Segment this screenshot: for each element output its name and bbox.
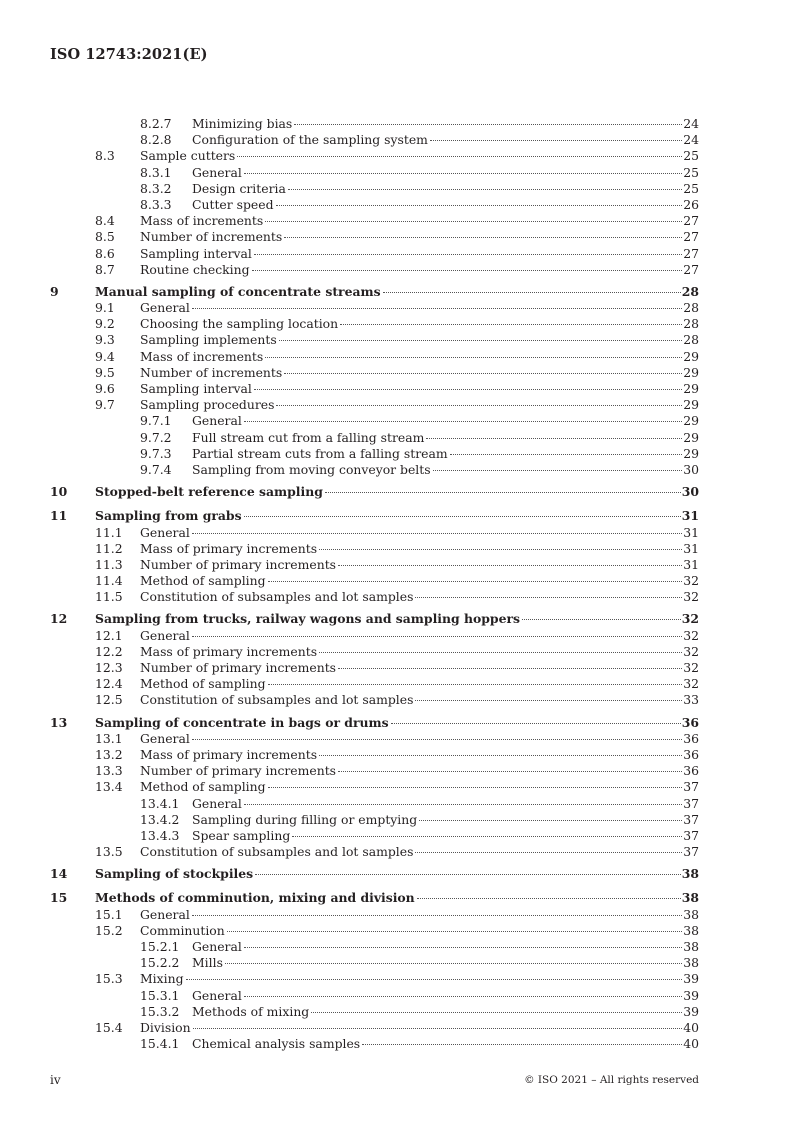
toc-leader-dots: [522, 618, 681, 620]
toc-entry-title: Mass of primary increments: [140, 643, 318, 659]
table-of-contents: [50, 116, 699, 1052]
toc-entry[interactable]: [50, 148, 699, 164]
toc-leader-dots: [192, 738, 682, 740]
toc-entry-number: 9.6: [95, 381, 115, 396]
toc-entry-title: Sampling interval: [140, 381, 252, 396]
toc-entry-number: 9.4: [95, 348, 115, 364]
toc-entry-number: 8.2.8: [140, 132, 172, 148]
toc-leader-dots: [415, 699, 682, 701]
toc-entry[interactable]: [50, 430, 699, 446]
toc-entry-title: Constitution of subsamples and lot samples: [140, 589, 414, 605]
toc-entry[interactable]: [50, 890, 699, 906]
toc-entry-number: 13.5: [95, 844, 123, 860]
toc-entry-page: 39: [683, 987, 699, 1003]
toc-entry-number: 11.1: [95, 524, 123, 540]
toc-entry-title: Method of sampling: [140, 676, 266, 692]
toc-entry-page: 36: [683, 730, 699, 746]
toc-entry-page: 37: [683, 795, 699, 811]
toc-leader-dots: [227, 930, 682, 932]
toc-entry[interactable]: [50, 397, 699, 413]
toc-entry-page: 36: [683, 763, 699, 779]
toc-entry-page: 27: [683, 261, 699, 277]
toc-leader-dots: [192, 307, 682, 309]
toc-entry-page: 38: [683, 939, 699, 954]
toc-entry-title: Constitution of subsamples and lot samples: [140, 844, 414, 860]
toc-entry-page: 40: [683, 1036, 699, 1052]
toc-entry[interactable]: [50, 644, 699, 660]
toc-entry-number: 13.4.2: [140, 811, 180, 827]
toc-entry-number: 12: [50, 611, 68, 627]
toc-entry-page: 27: [683, 213, 699, 229]
toc-entry-number: 8.2.7: [140, 116, 172, 131]
toc-leader-dots: [417, 897, 681, 899]
toc-entry-title: Spear sampling: [192, 827, 291, 843]
toc-entry-number: 9.1: [95, 300, 115, 316]
toc-entry-title: Mixing: [140, 971, 184, 987]
toc-entry-page: 38: [681, 866, 699, 882]
toc-entry-page: 37: [683, 811, 699, 827]
toc-entry-page: 36: [683, 746, 699, 762]
toc-leader-dots: [276, 404, 682, 406]
toc-entry[interactable]: [50, 332, 699, 348]
toc-leader-dots: [433, 469, 683, 471]
toc-leader-dots: [362, 1043, 682, 1045]
toc-entry-page: 31: [683, 540, 699, 556]
toc-entry[interactable]: [50, 779, 699, 795]
toc-entry-title: General: [140, 300, 190, 316]
toc-entry-number: 9.3: [95, 332, 115, 348]
toc-entry-title: Stopped-belt reference sampling: [95, 484, 323, 500]
toc-entry[interactable]: [50, 541, 699, 557]
toc-leader-dots: [338, 564, 682, 566]
toc-leader-dots: [338, 770, 682, 772]
toc-entry[interactable]: [50, 1004, 699, 1020]
toc-leader-dots: [192, 635, 682, 637]
toc-entry-title: Mass of primary increments: [140, 540, 318, 556]
toc-entry-page: 25: [683, 180, 699, 196]
toc-entry[interactable]: [50, 462, 699, 478]
toc-entry-title: General: [140, 524, 190, 540]
toc-entry-title: Sampling during filling or emptying: [192, 811, 418, 827]
toc-leader-dots: [244, 515, 681, 517]
toc-entry-number: 12.5: [95, 692, 123, 708]
toc-entry-number: 11.3: [95, 556, 123, 572]
toc-leader-dots: [254, 388, 682, 390]
toc-entry-title: Sampling from grabs: [95, 508, 242, 524]
toc-entry-number: 15.2: [95, 922, 123, 938]
toc-leader-dots: [319, 548, 682, 550]
toc-entry-number: 13.2: [95, 746, 123, 762]
toc-entry[interactable]: [50, 692, 699, 708]
toc-entry-title: Partial stream cuts from a falling stream: [192, 445, 448, 461]
toc-entry-number: 11.2: [95, 540, 123, 556]
toc-leader-dots: [268, 786, 683, 788]
toc-entry-title: Full stream cut from a falling stream: [192, 429, 425, 445]
toc-entry-title: Number of increments: [140, 229, 283, 245]
toc-entry-page: 32: [683, 573, 699, 589]
toc-leader-dots: [292, 835, 682, 837]
toc-leader-dots: [192, 914, 682, 916]
toc-leader-dots: [419, 819, 682, 821]
document-header: ISO 12743:2021(E): [50, 46, 208, 63]
toc-entry-title: Sampling interval: [140, 245, 252, 261]
toc-entry-page: 38: [683, 906, 699, 922]
toc-entry-number: 11.4: [95, 573, 123, 589]
toc-entry[interactable]: [50, 116, 699, 132]
toc-entry-title: Cutter speed: [192, 196, 274, 212]
toc-entry-number: 8.4: [95, 213, 115, 229]
toc-leader-dots: [225, 962, 682, 964]
toc-entry-title: Sampling from trucks, railway wagons and sampling hoppers: [95, 611, 520, 627]
toc-leader-dots: [186, 978, 683, 980]
toc-entry-title: General: [140, 730, 190, 746]
toc-entry-number: 13.4.3: [140, 827, 180, 843]
toc-entry-title: General: [192, 413, 242, 429]
toc-entry-title: Routine checking: [140, 261, 250, 277]
toc-entry[interactable]: [50, 300, 699, 316]
toc-entry-title: Choosing the sampling location: [140, 316, 339, 332]
toc-leader-dots: [319, 754, 682, 756]
toc-entry-page: 32: [681, 611, 699, 627]
toc-leader-dots: [319, 651, 682, 653]
toc-entry-title: Number of increments: [140, 364, 283, 380]
toc-entry-number: 8.5: [95, 229, 115, 245]
toc-entry-page: 37: [683, 844, 699, 860]
toc-entry[interactable]: [50, 611, 699, 627]
toc-leader-dots: [415, 851, 682, 853]
toc-entry[interactable]: [50, 573, 699, 589]
toc-entry-page: 28: [683, 332, 699, 348]
toc-entry[interactable]: [50, 828, 699, 844]
toc-entry-number: 15.3: [95, 971, 123, 987]
toc-entry[interactable]: [50, 907, 699, 923]
toc-entry-number: 15: [50, 890, 68, 906]
toc-entry-title: Number of primary increments: [140, 660, 337, 675]
toc-entry[interactable]: [50, 316, 699, 332]
toc-entry[interactable]: [50, 246, 699, 262]
toc-leader-dots: [430, 139, 682, 141]
toc-entry-number: 8.3.1: [140, 164, 172, 180]
toc-entry-title: General: [192, 987, 242, 1003]
toc-leader-dots: [311, 1011, 682, 1013]
toc-entry-page: 29: [683, 381, 699, 396]
toc-entry-page: 27: [683, 229, 699, 245]
toc-entry-number: 8.7: [95, 261, 115, 277]
toc-entry[interactable]: [50, 132, 699, 148]
toc-entry-title: Sampling from moving conveyor belts: [192, 461, 431, 477]
toc-entry[interactable]: [50, 939, 699, 955]
toc-leader-dots: [244, 995, 682, 997]
toc-entry-number: 9.7.4: [140, 461, 172, 477]
toc-entry-title: Constitution of subsamples and lot samples: [140, 692, 414, 708]
toc-entry[interactable]: [50, 446, 699, 462]
toc-entry[interactable]: [50, 349, 699, 365]
toc-leader-dots: [276, 204, 683, 206]
toc-entry-title: Sampling implements: [140, 332, 277, 348]
toc-entry-number: 9.7: [95, 397, 115, 413]
toc-entry-page: 27: [683, 245, 699, 261]
toc-entry-title: Minimizing bias: [192, 116, 293, 131]
toc-leader-dots: [254, 253, 682, 255]
copyright-notice: © ISO 2021 – All rights reserved: [524, 1074, 699, 1086]
toc-entry[interactable]: [50, 262, 699, 278]
toc-entry-page: 28: [681, 283, 699, 299]
toc-entry-page: 30: [681, 484, 699, 500]
toc-entry-number: 14: [50, 866, 68, 882]
toc-entry-page: 29: [683, 413, 699, 429]
toc-entry[interactable]: [50, 557, 699, 573]
toc-entry-page: 25: [683, 164, 699, 180]
toc-entry-title: Number of primary increments: [140, 556, 337, 572]
toc-entry[interactable]: [50, 413, 699, 429]
toc-entry-number: 9.7.2: [140, 429, 172, 445]
toc-entry-title: Methods of comminution, mixing and division: [95, 890, 415, 906]
toc-entry-page: 37: [683, 827, 699, 843]
toc-entry-page: 40: [683, 1019, 699, 1035]
toc-leader-dots: [244, 803, 682, 805]
toc-entry-number: 13: [50, 714, 68, 730]
toc-entry-page: 37: [683, 779, 699, 795]
toc-entry[interactable]: [50, 676, 699, 692]
toc-entry[interactable]: [50, 812, 699, 828]
toc-leader-dots: [265, 220, 682, 222]
toc-entry[interactable]: [50, 923, 699, 939]
toc-entry[interactable]: [50, 628, 699, 644]
toc-entry[interactable]: [50, 365, 699, 381]
toc-entry-title: Chemical analysis samples: [192, 1036, 361, 1052]
toc-entry-number: 13.4.1: [140, 795, 180, 811]
toc-entry-page: 29: [683, 397, 699, 413]
toc-entry[interactable]: [50, 213, 699, 229]
toc-entry-title: Sampling of stockpiles: [95, 866, 254, 882]
toc-entry-page: 30: [683, 461, 699, 477]
toc-entry[interactable]: [50, 229, 699, 245]
toc-entry-title: General: [140, 906, 190, 922]
toc-entry[interactable]: [50, 715, 699, 731]
toc-entry-page: 31: [683, 524, 699, 540]
toc-leader-dots: [252, 269, 683, 271]
toc-leader-dots: [244, 172, 682, 174]
toc-entry-page: 24: [683, 132, 699, 148]
toc-entry-number: 8.6: [95, 245, 115, 261]
toc-leader-dots: [193, 1027, 683, 1029]
toc-entry-number: 13.3: [95, 763, 123, 779]
toc-entry-page: 38: [681, 890, 699, 906]
toc-entry[interactable]: [50, 484, 699, 500]
toc-entry[interactable]: [50, 508, 699, 524]
toc-entry-title: Mills: [192, 955, 223, 971]
toc-leader-dots: [192, 532, 682, 534]
toc-entry-number: 12.3: [95, 660, 123, 675]
toc-entry-number: 15.3.2: [140, 1003, 180, 1019]
toc-entry-title: Manual sampling of concentrate streams: [95, 283, 381, 299]
toc-entry-number: 9: [50, 283, 59, 299]
toc-leader-dots: [237, 155, 682, 157]
toc-leader-dots: [244, 946, 682, 948]
toc-entry-title: Sampling of concentrate in bags or drums: [95, 714, 389, 730]
toc-leader-dots: [294, 123, 682, 125]
toc-entry[interactable]: [50, 844, 699, 860]
toc-entry[interactable]: [50, 181, 699, 197]
toc-entry-number: 15.2.2: [140, 955, 180, 971]
toc-entry-title: Sample cutters: [140, 148, 236, 164]
toc-entry-page: 39: [683, 1003, 699, 1019]
toc-entry-page: 29: [683, 445, 699, 461]
toc-entry-page: 24: [683, 116, 699, 131]
toc-entry-page: 26: [683, 196, 699, 212]
toc-entry-number: 9.7.3: [140, 445, 172, 461]
toc-entry-number: 11: [50, 508, 68, 524]
toc-entry-page: 28: [683, 300, 699, 316]
toc-entry-number: 10: [50, 484, 68, 500]
toc-entry[interactable]: [50, 763, 699, 779]
toc-entry-number: 15.2.1: [140, 939, 180, 954]
toc-entry[interactable]: [50, 731, 699, 747]
toc-entry-title: Sampling procedures: [140, 397, 275, 413]
toc-entry-title: General: [192, 795, 242, 811]
toc-entry-page: 33: [683, 692, 699, 708]
toc-entry-page: 32: [683, 660, 699, 675]
toc-entry-title: Mass of increments: [140, 213, 264, 229]
toc-leader-dots: [268, 580, 683, 582]
toc-entry-number: 9.7.1: [140, 413, 172, 429]
toc-entry-title: General: [192, 939, 242, 954]
toc-entry-number: 9.5: [95, 364, 115, 380]
toc-entry-title: Mass of increments: [140, 348, 264, 364]
toc-leader-dots: [279, 339, 683, 341]
toc-leader-dots: [268, 683, 683, 685]
toc-leader-dots: [284, 236, 682, 238]
toc-entry-page: 38: [683, 955, 699, 971]
toc-entry-page: 39: [683, 971, 699, 987]
toc-entry-page: 28: [683, 316, 699, 332]
toc-entry[interactable]: [50, 660, 699, 676]
toc-entry-title: Mass of primary increments: [140, 746, 318, 762]
toc-entry-page: 25: [683, 148, 699, 164]
toc-leader-dots: [426, 437, 682, 439]
toc-leader-dots: [284, 372, 682, 374]
toc-entry[interactable]: [50, 988, 699, 1004]
toc-entry[interactable]: [50, 381, 699, 397]
toc-entry-number: 15.4: [95, 1019, 123, 1035]
toc-entry-number: 8.3: [95, 148, 115, 164]
toc-entry[interactable]: [50, 971, 699, 987]
toc-entry-page: 32: [683, 589, 699, 605]
toc-entry[interactable]: [50, 197, 699, 213]
toc-leader-dots: [383, 291, 681, 293]
toc-entry-page: 31: [683, 556, 699, 572]
toc-entry-number: 9.2: [95, 316, 115, 332]
page-number: iv: [50, 1073, 61, 1087]
toc-entry-page: 32: [683, 627, 699, 643]
toc-leader-dots: [244, 420, 682, 422]
toc-entry-number: 8.3.2: [140, 180, 172, 196]
toc-leader-dots: [288, 188, 682, 190]
toc-entry-number: 15.1: [95, 906, 123, 922]
toc-entry-number: 12.2: [95, 643, 123, 659]
toc-entry-title: Method of sampling: [140, 779, 266, 795]
toc-entry[interactable]: [50, 1020, 699, 1036]
toc-entry-title: Number of primary increments: [140, 763, 337, 779]
toc-entry[interactable]: [50, 955, 699, 971]
toc-entry-page: 29: [683, 364, 699, 380]
toc-entry-number: 11.5: [95, 589, 123, 605]
toc-leader-dots: [325, 491, 681, 493]
toc-leader-dots: [255, 873, 681, 875]
toc-leader-dots: [450, 453, 683, 455]
toc-entry[interactable]: [50, 796, 699, 812]
toc-entry-title: Methods of mixing: [192, 1003, 310, 1019]
toc-leader-dots: [265, 356, 682, 358]
toc-leader-dots: [415, 596, 682, 598]
toc-entry-number: 15.4.1: [140, 1036, 180, 1052]
toc-entry[interactable]: [50, 589, 699, 605]
toc-entry[interactable]: [50, 866, 699, 882]
toc-entry-number: 12.1: [95, 627, 123, 643]
toc-entry-page: 29: [683, 429, 699, 445]
toc-entry-page: 38: [683, 922, 699, 938]
toc-entry-page: 31: [681, 508, 699, 524]
toc-entry-page: 36: [681, 714, 699, 730]
toc-entry[interactable]: [50, 1036, 699, 1052]
toc-entry[interactable]: [50, 165, 699, 181]
toc-entry-number: 12.4: [95, 676, 123, 692]
toc-entry-page: 32: [683, 643, 699, 659]
toc-entry-title: General: [140, 627, 190, 643]
toc-entry-title: Method of sampling: [140, 573, 266, 589]
toc-entry-title: General: [192, 164, 242, 180]
toc-entry[interactable]: [50, 525, 699, 541]
toc-entry-title: Configuration of the sampling system: [192, 132, 428, 148]
toc-leader-dots: [340, 323, 682, 325]
toc-leader-dots: [338, 667, 682, 669]
toc-entry-page: 32: [683, 676, 699, 692]
toc-entry-number: 13.1: [95, 730, 123, 746]
toc-entry-page: 29: [683, 348, 699, 364]
toc-entry-title: Design criteria: [192, 180, 286, 196]
toc-entry[interactable]: [50, 284, 699, 300]
toc-leader-dots: [391, 722, 681, 724]
toc-entry-title: Comminution: [140, 922, 225, 938]
toc-entry-title: Division: [140, 1019, 191, 1035]
toc-entry[interactable]: [50, 747, 699, 763]
toc-entry-number: 8.3.3: [140, 196, 172, 212]
toc-entry-number: 13.4: [95, 779, 123, 795]
toc-entry-number: 15.3.1: [140, 987, 180, 1003]
